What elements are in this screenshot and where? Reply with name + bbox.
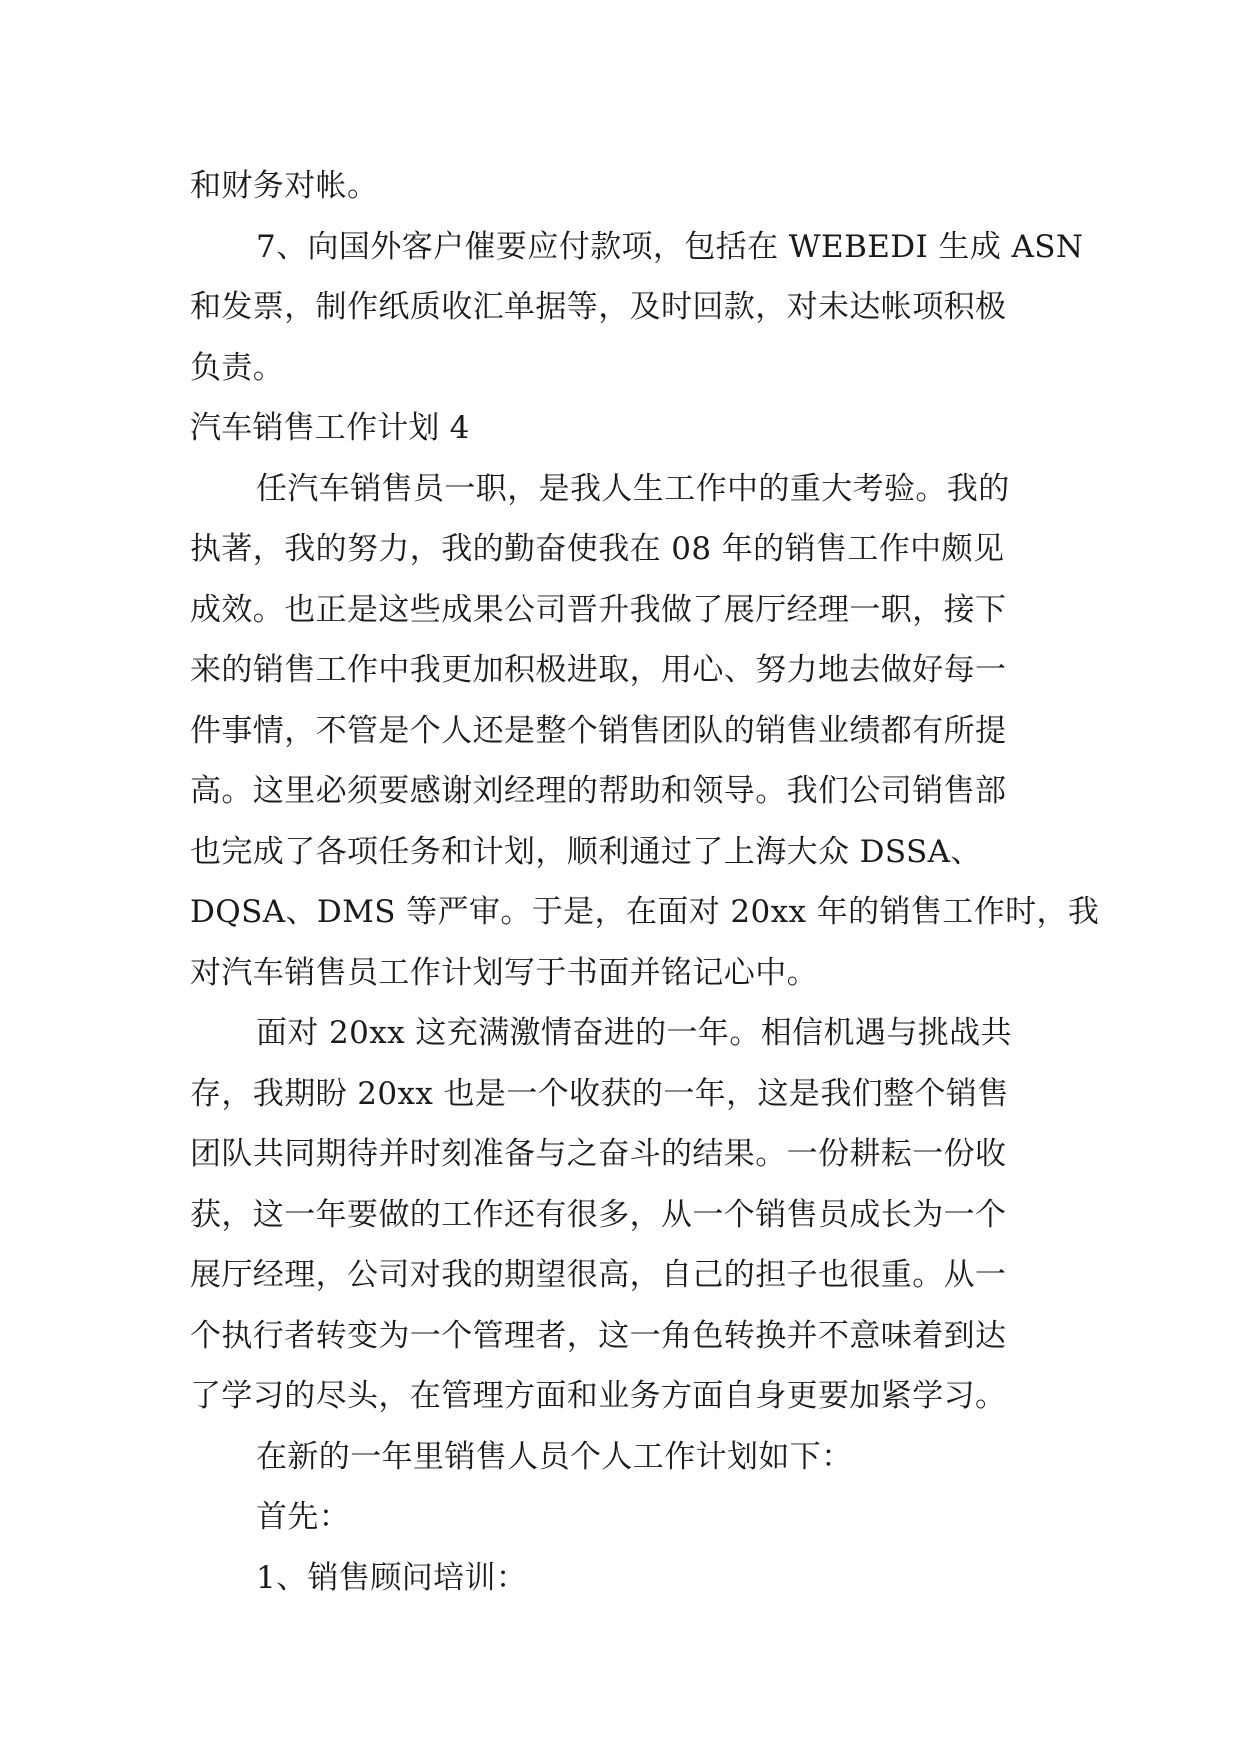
document-body xyxy=(190,156,1100,1608)
text-line: 个执行者转变为一个管理者，这一角色转换并不意味着到达 xyxy=(190,1317,1007,1354)
text-line: 来的销售工作中我更加积极进取，用心、努力地去做好每一 xyxy=(190,652,1007,688)
text-line: DQSA、DMS 等严审。于是，在面对 20xx 年的销售工作时，我 xyxy=(190,894,1100,930)
text-line: 对汽车销售员工作计划写于书面并铭记心中。 xyxy=(190,954,818,991)
text-line: 面对 20xx 这充满激情奋进的一年。相信机遇与挑战共 xyxy=(256,1015,1012,1051)
text-line: 首先： xyxy=(256,1499,351,1535)
text-line: 执著，我的努力，我的勤奋使我在 08 年的销售工作中颇见 xyxy=(190,531,1005,567)
text-line: 高。这里必须要感谢刘经理的帮助和领导。我们公司销售部 xyxy=(190,773,1007,809)
text-line: 了学习的尽头，在管理方面和业务方面自身更要加紧学习。 xyxy=(190,1378,1007,1414)
text-line: 7、向国外客户催要应付款项，包括在 WEBEDI 生成 ASN xyxy=(256,228,1084,265)
text-line: 在新的一年里销售人员个人工作计划如下： xyxy=(256,1438,853,1475)
text-line: 团队共同期待并时刻准备与之奋斗的结果。一份耕耘一份收 xyxy=(190,1136,1007,1172)
text-line: 存，我期盼 20xx 也是一个收获的一年，这是我们整个销售 xyxy=(190,1075,1009,1112)
text-line: 和发票，制作纸质收汇单据等，及时回款，对未达帐项积极 xyxy=(190,289,1007,325)
text-line: 获，这一年要做的工作还有很多，从一个销售员成长为一个 xyxy=(190,1196,1007,1233)
text-line: 展厅经理，公司对我的期望很高，自己的担子也很重。从一 xyxy=(190,1257,1007,1293)
text-line: 任汽车销售员一职，是我人生工作中的重大考验。我的 xyxy=(256,470,1010,507)
text-line: 1、销售顾问培训： xyxy=(256,1559,528,1596)
text-line: 和财务对帐。 xyxy=(190,168,379,204)
section-heading: 汽车销售工作计划 4 xyxy=(190,410,470,446)
text-line: 件事情，不管是个人还是整个销售团队的销售业绩都有所提 xyxy=(190,712,1007,749)
text-line: 也完成了各项任务和计划，顺利通过了上海大众 DSSA、 xyxy=(190,833,982,870)
text-line: 成效。也正是这些成果公司晋升我做了展厅经理一职，接下 xyxy=(190,591,1007,628)
text-line: 负责。 xyxy=(190,349,285,386)
